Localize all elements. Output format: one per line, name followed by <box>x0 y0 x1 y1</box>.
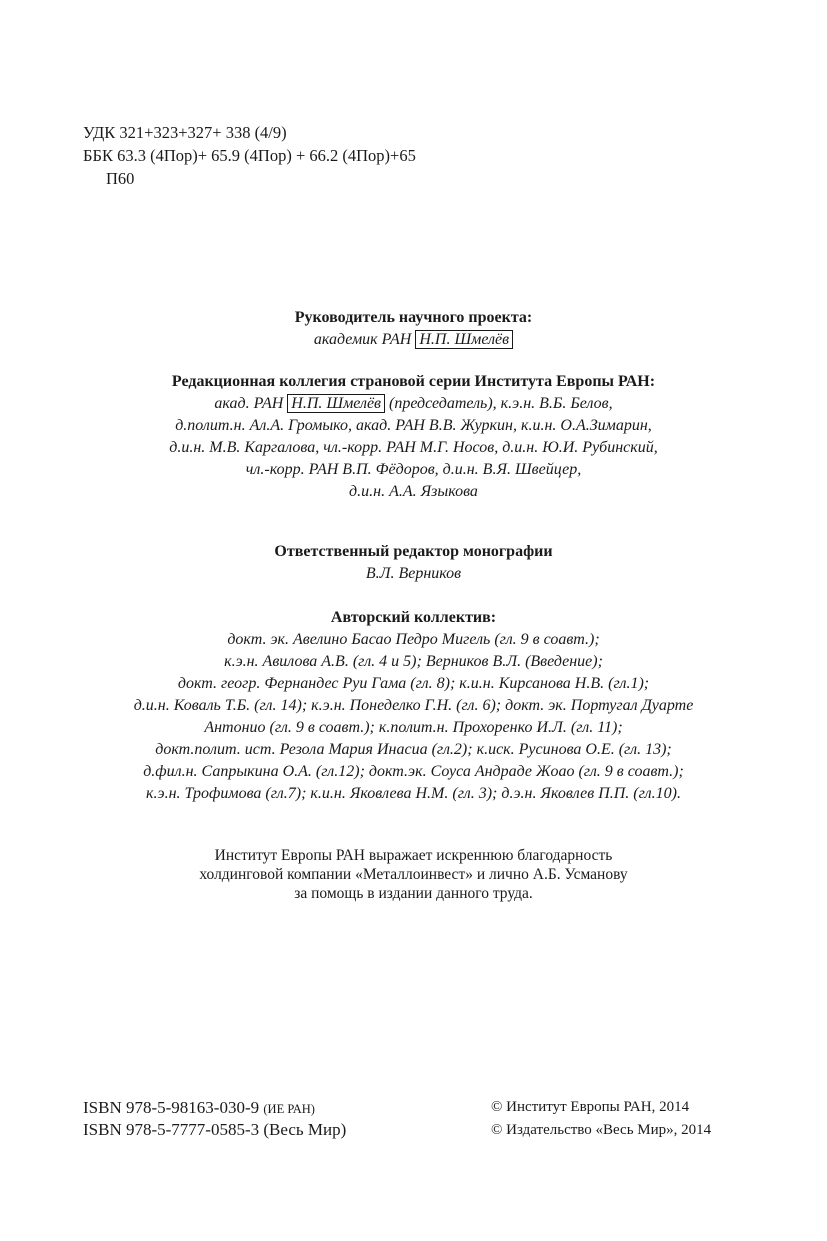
acknowledgement-line: за помощь в издании данного труда. <box>294 885 533 902</box>
copyright-line-2: © Издательство «Весь Мир», 2014 <box>491 1122 712 1138</box>
editor-name: В.Л. Верников <box>365 565 462 582</box>
board-line: д.и.н. А.А. Языкова <box>349 483 478 500</box>
acknowledgement-line: Институт Европы РАН выражает искреннюю благодарность <box>214 847 613 864</box>
authors-section <box>60 607 767 805</box>
board-line: д.полит.н. Ал.А. Громыко, акад. РАН В.В. Журкин, к.и.н. О.А.Зимарин, <box>175 417 652 434</box>
authors-line: Антонио (гл. 9 в соавт.); к.полит.н. Прохоренко И.Л. (гл. 11); <box>204 719 623 736</box>
authors-line: докт.полит. ист. Резола Мария Инасиа (гл.2); к.иск. Русинова О.Е. (гл. 13); <box>155 741 672 758</box>
supervisor-section <box>60 307 767 351</box>
copyright-line-1: © Институт Европы РАН, 2014 <box>491 1099 690 1115</box>
isbn-publisher: (Весь Мир) <box>263 1120 347 1139</box>
isbn-number: ISBN 978-5-7777-0585-3 <box>83 1120 260 1139</box>
supervisor-prefix: академик РАН <box>313 331 412 348</box>
isbn-line-1 <box>83 1097 315 1120</box>
acknowledgement-line: холдинговой компании «Металлоинвест» и лично А.Б. Усманову <box>199 866 628 883</box>
authors-line: д.фил.н. Сапрыкина О.А. (гл.12); докт.эк. Соуса Андраде Жоао (гл. 9 в соавт.); <box>143 763 684 780</box>
board-line: д.и.н. М.В. Каргалова, чл.-корр. РАН М.Г. Носов, д.и.н. Ю.И. Рубинский, <box>169 439 658 456</box>
udc-code: УДК 321+323+327+ 338 (4/9) <box>83 123 287 142</box>
authors-line: докт. эк. Авелино Басао Педро Мигель (гл. 9 в соавт.); <box>227 631 600 648</box>
board-line-1 <box>60 393 767 415</box>
bbk-code: ББК 63.3 (4Пор)+ 65.9 (4Пор) + 66.2 (4Пор)+65 <box>83 146 416 165</box>
board-line: чл.-корр. РАН В.П. Фёдоров, д.и.н. В.Я. Швейцер, <box>245 461 582 478</box>
supervisor-heading: Руководитель научного проекта: <box>294 309 533 326</box>
authors-line: к.э.н. Трофимова (гл.7); к.и.н. Яковлева Н.М. (гл. 3); д.э.н. Яковлев П.П. (гл.10). <box>146 785 681 802</box>
board-chair-name: Н.П. Шмелёв <box>287 394 385 413</box>
authors-line: д.и.н. Коваль Т.Б. (гл. 14); к.э.н. Понеделко Г.Н. (гл. 6); докт. эк. Португал Дуарте <box>133 697 694 714</box>
board-heading: Редакционная коллегия страновой серии Института Европы РАН: <box>171 373 656 390</box>
isbn-number: ISBN 978-5-98163-030-9 <box>83 1098 260 1117</box>
editorial-board-section <box>60 371 767 503</box>
acknowledgement <box>60 846 767 903</box>
board-line1-prefix: акад. РАН <box>214 395 284 412</box>
supervisor-line <box>60 329 767 351</box>
author-mark: П60 <box>106 169 135 188</box>
isbn-publisher: (ИЕ РАН) <box>263 1102 315 1116</box>
editor-section <box>60 541 767 585</box>
authors-line: к.э.н. Авилова А.В. (гл. 4 и 5); Верников В.Л. (Введение); <box>224 653 603 670</box>
authors-line: докт. геогр. Фернандес Руи Гама (гл. 8); к.и.н. Кирсанова Н.В. (гл.1); <box>177 675 650 692</box>
board-line1-suffix: (председатель), к.э.н. В.Б. Белов, <box>389 395 613 412</box>
authors-heading: Авторский коллектив: <box>330 609 497 626</box>
editor-heading: Ответственный редактор монографии <box>274 543 553 560</box>
supervisor-name: Н.П. Шмелёв <box>415 330 513 349</box>
isbn-line-2 <box>83 1119 346 1141</box>
